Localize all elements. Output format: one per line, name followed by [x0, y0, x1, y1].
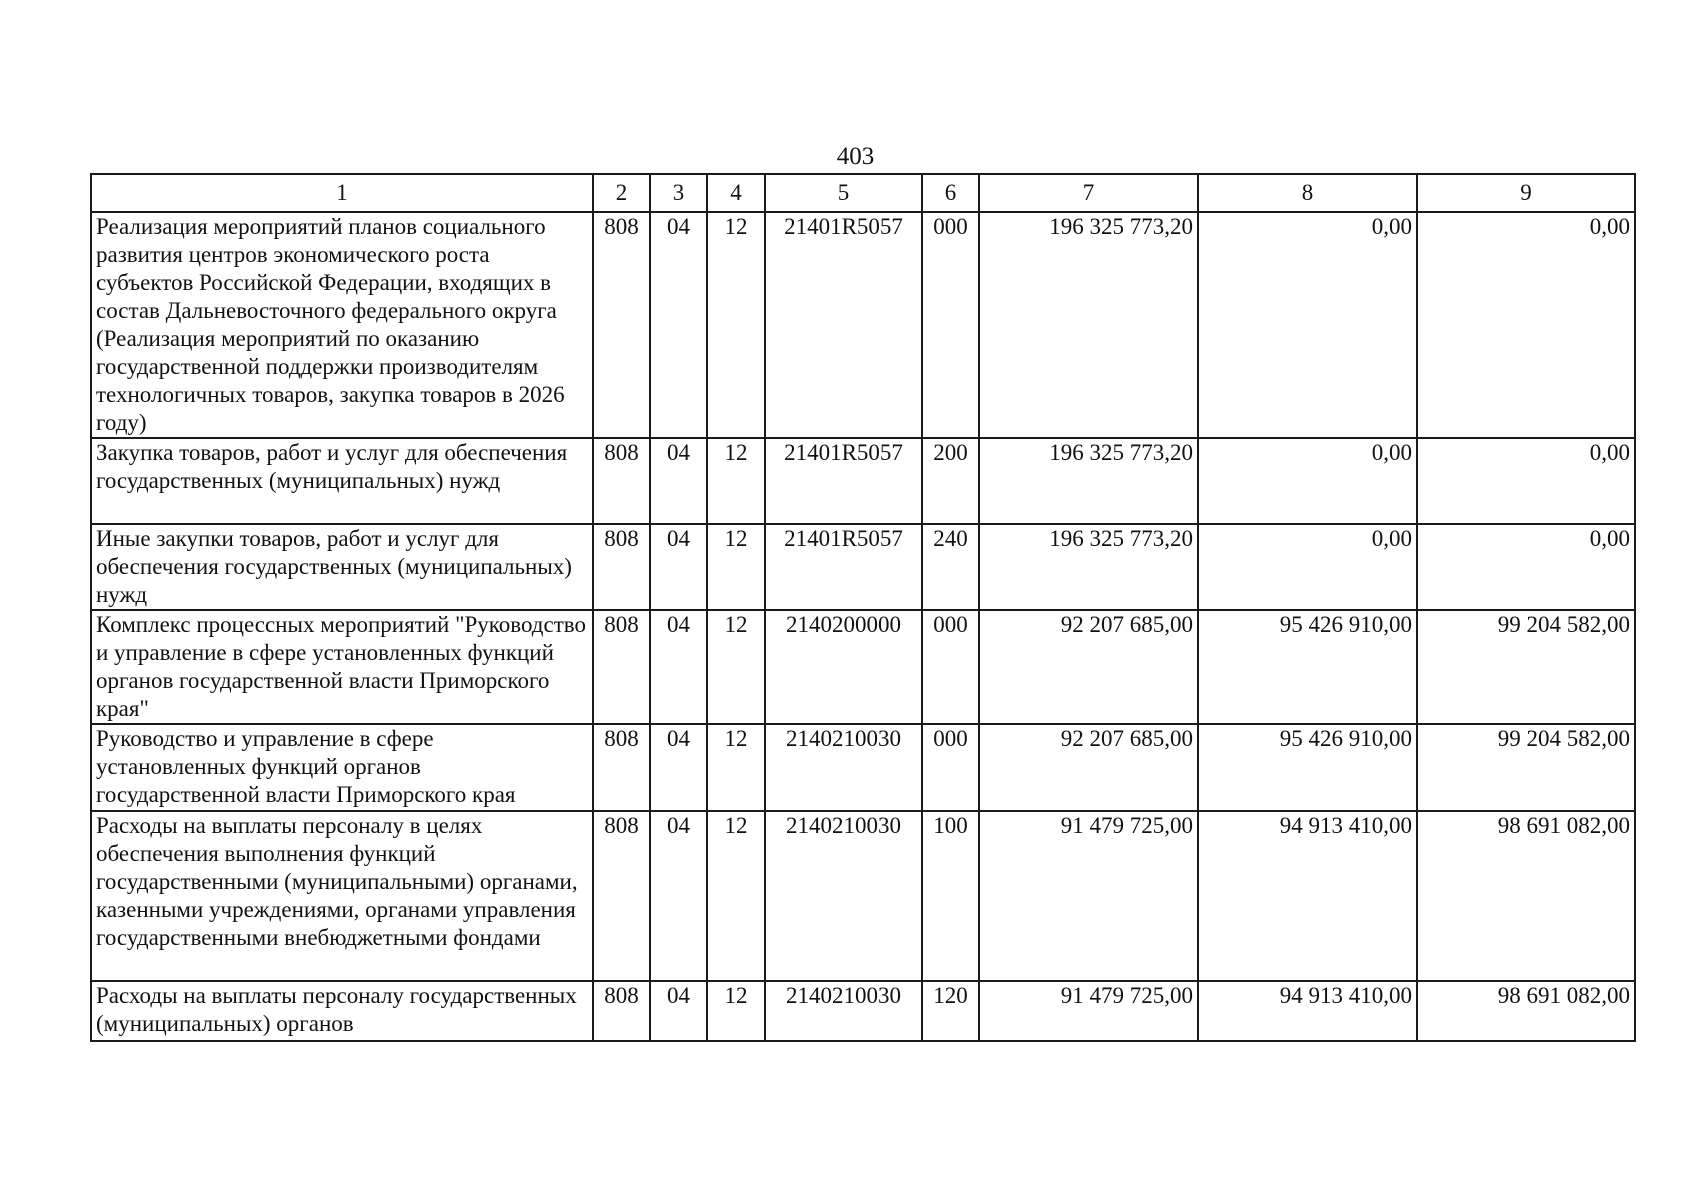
- subsection-code: 12: [707, 811, 765, 981]
- table-row: [91, 724, 1635, 811]
- row-name: Расходы на выплаты персоналу в целях обеспечения выполнения функций государственными (муниципальными) органами, казенными учреждениями, органами управления государственными внебюджетными фондами: [91, 811, 593, 981]
- amount-col8: 95 426 910,00: [1198, 724, 1417, 811]
- column-header: 6: [922, 174, 979, 212]
- header-row: [91, 174, 1635, 212]
- column-header: 8: [1198, 174, 1417, 212]
- row-name: Иные закупки товаров, работ и услуг для обеспечения государственных (муниципальных) нужд: [91, 524, 593, 610]
- ministry-code: 808: [593, 438, 650, 524]
- column-header: 4: [707, 174, 765, 212]
- amount-col8: 0,00: [1198, 212, 1417, 438]
- subsection-code: 12: [707, 212, 765, 438]
- amount-col9: 99 204 582,00: [1417, 610, 1635, 724]
- amount-col9: 98 691 082,00: [1417, 981, 1635, 1041]
- subsection-code: 12: [707, 524, 765, 610]
- column-header: 5: [765, 174, 922, 212]
- section-code: 04: [650, 524, 707, 610]
- amount-col9: 99 204 582,00: [1417, 724, 1635, 811]
- target-article-code: 21401R5057: [765, 212, 922, 438]
- target-article-code: 2140200000: [765, 610, 922, 724]
- section-code: 04: [650, 438, 707, 524]
- section-code: 04: [650, 212, 707, 438]
- target-article-code: 21401R5057: [765, 438, 922, 524]
- amount-col7: 92 207 685,00: [979, 724, 1198, 811]
- section-code: 04: [650, 724, 707, 811]
- table-row: [91, 524, 1635, 610]
- section-code: 04: [650, 981, 707, 1041]
- column-header: 7: [979, 174, 1198, 212]
- table-row: [91, 811, 1635, 981]
- column-header: 1: [91, 174, 593, 212]
- table-row: [91, 438, 1635, 524]
- ministry-code: 808: [593, 981, 650, 1041]
- amount-col8: 0,00: [1198, 438, 1417, 524]
- expense-type-code: 200: [922, 438, 979, 524]
- row-name: Комплекс процессных мероприятий "Руководство и управление в сфере установленных функций органов государственной власти Приморского края": [91, 610, 593, 724]
- expense-type-code: 240: [922, 524, 979, 610]
- ministry-code: 808: [593, 524, 650, 610]
- row-name: Руководство и управление в сфере установленных функций органов государственной власти Приморского края: [91, 724, 593, 811]
- target-article-code: 2140210030: [765, 724, 922, 811]
- amount-col7: 91 479 725,00: [979, 981, 1198, 1041]
- table-row: [91, 212, 1635, 438]
- budget-table: [90, 173, 1636, 1042]
- amount-col9: 0,00: [1417, 524, 1635, 610]
- amount-col9: 0,00: [1417, 212, 1635, 438]
- amount-col8: 94 913 410,00: [1198, 811, 1417, 981]
- table-row: [91, 610, 1635, 724]
- expense-type-code: 100: [922, 811, 979, 981]
- section-code: 04: [650, 811, 707, 981]
- amount-col7: 196 325 773,20: [979, 524, 1198, 610]
- subsection-code: 12: [707, 610, 765, 724]
- ministry-code: 808: [593, 811, 650, 981]
- row-name: Закупка товаров, работ и услуг для обеспечения государственных (муниципальных) нужд: [91, 438, 593, 524]
- ministry-code: 808: [593, 610, 650, 724]
- section-code: 04: [650, 610, 707, 724]
- subsection-code: 12: [707, 438, 765, 524]
- page-number: 403: [836, 143, 875, 170]
- table-row: [91, 981, 1635, 1041]
- column-header: 9: [1417, 174, 1635, 212]
- expense-type-code: 120: [922, 981, 979, 1041]
- amount-col9: 98 691 082,00: [1417, 811, 1635, 981]
- row-name: Расходы на выплаты персоналу государственных (муниципальных) органов: [91, 981, 593, 1041]
- column-header: 3: [650, 174, 707, 212]
- row-name: Реализация мероприятий планов социального развития центров экономического роста субъектов Российской Федерации, входящих в состав Дальневосточного федерального округа (Реализация мероприятий по оказанию государственной поддержки производителям технологичных товаров, закупка товаров в 2026 году): [91, 212, 593, 438]
- expense-type-code: 000: [922, 724, 979, 811]
- target-article-code: 21401R5057: [765, 524, 922, 610]
- column-header: 2: [593, 174, 650, 212]
- subsection-code: 12: [707, 981, 765, 1041]
- amount-col7: 196 325 773,20: [979, 212, 1198, 438]
- amount-col8: 94 913 410,00: [1198, 981, 1417, 1041]
- expense-type-code: 000: [922, 212, 979, 438]
- target-article-code: 2140210030: [765, 811, 922, 981]
- amount-col9: 0,00: [1417, 438, 1635, 524]
- ministry-code: 808: [593, 724, 650, 811]
- amount-col7: 92 207 685,00: [979, 610, 1198, 724]
- ministry-code: 808: [593, 212, 650, 438]
- subsection-code: 12: [707, 724, 765, 811]
- amount-col7: 91 479 725,00: [979, 811, 1198, 981]
- expense-type-code: 000: [922, 610, 979, 724]
- amount-col8: 95 426 910,00: [1198, 610, 1417, 724]
- amount-col8: 0,00: [1198, 524, 1417, 610]
- target-article-code: 2140210030: [765, 981, 922, 1041]
- amount-col7: 196 325 773,20: [979, 438, 1198, 524]
